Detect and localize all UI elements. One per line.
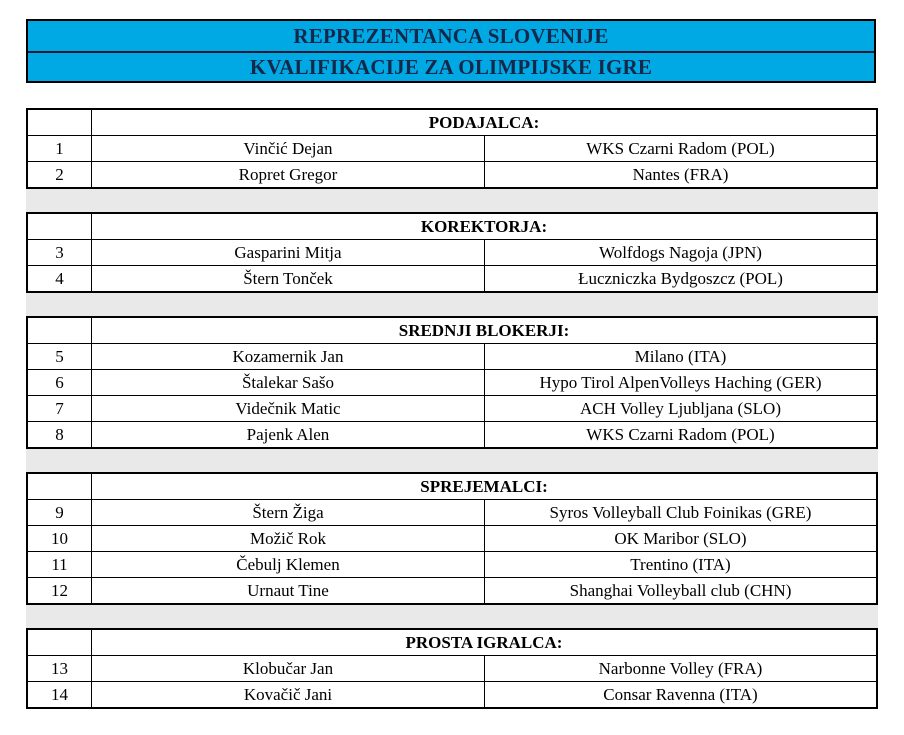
section-srednji-blokerji <box>26 316 878 449</box>
player-club: Consar Ravenna (ITA) <box>603 684 758 704</box>
table-row <box>28 421 876 447</box>
section-title: KOREKTORJA: <box>420 216 548 236</box>
player-number: 9 <box>28 500 92 525</box>
player-number: 14 <box>28 682 92 707</box>
section-podajalca <box>26 108 878 189</box>
player-club: Narbonne Volley (FRA) <box>598 658 763 678</box>
section-title: PODAJALCA: <box>428 112 540 132</box>
section-header-row <box>28 214 876 239</box>
table-row <box>28 135 876 161</box>
player-name: Ropret Gregor <box>92 162 485 187</box>
section-header-row <box>28 318 876 343</box>
player-club: Trentino (ITA) <box>630 554 731 574</box>
section-header-row <box>28 110 876 135</box>
section-header-row <box>28 474 876 499</box>
table-row <box>28 239 876 265</box>
player-club: Łuczniczka Bydgoszcz (POL) <box>578 268 783 288</box>
table-row <box>28 265 876 291</box>
player-name: Kozamernik Jan <box>92 344 485 369</box>
table-row <box>28 681 876 707</box>
table-row <box>28 161 876 187</box>
player-name: Štern Tonček <box>92 266 485 291</box>
section-title: SREDNJI BLOKERJI: <box>398 320 570 340</box>
player-club: Milano (ITA) <box>634 346 727 366</box>
player-club: WKS Czarni Radom (POL) <box>586 138 775 158</box>
table-row <box>28 499 876 525</box>
section-header-empty-cell <box>28 110 92 135</box>
section-sprejemalci <box>26 472 878 605</box>
player-club: Shanghai Volleyball club (CHN) <box>569 580 792 600</box>
title-block <box>26 19 876 83</box>
player-name: Možič Rok <box>92 526 485 551</box>
player-club: ACH Volley Ljubljana (SLO) <box>580 398 781 418</box>
table-row <box>28 395 876 421</box>
section-header-empty-cell <box>28 630 92 655</box>
section-prosta-igralca <box>26 628 878 709</box>
section-header-empty-cell <box>28 474 92 499</box>
player-number: 4 <box>28 266 92 291</box>
player-number: 12 <box>28 578 92 603</box>
player-name: Vinčić Dejan <box>92 136 485 161</box>
player-club: Nantes (FRA) <box>632 164 729 184</box>
player-name: Gasparini Mitja <box>92 240 485 265</box>
player-number: 8 <box>28 422 92 447</box>
player-number: 10 <box>28 526 92 551</box>
section-spacer <box>26 605 878 628</box>
player-number: 3 <box>28 240 92 265</box>
player-club: WKS Czarni Radom (POL) <box>586 424 775 444</box>
section-spacer <box>26 189 878 212</box>
section-spacer <box>26 293 878 316</box>
player-number: 6 <box>28 370 92 395</box>
table-row <box>28 577 876 603</box>
section-title: PROSTA IGRALCA: <box>405 632 563 652</box>
section-header-empty-cell <box>28 214 92 239</box>
player-name: Pajenk Alen <box>92 422 485 447</box>
section-spacer <box>26 449 878 472</box>
table-row <box>28 369 876 395</box>
section-title: SPREJEMALCI: <box>420 476 548 496</box>
player-name: Klobučar Jan <box>92 656 485 681</box>
player-club: Syros Volleyball Club Foinikas (GRE) <box>549 502 812 522</box>
page-subtitle: KVALIFIKACIJE ZA OLIMPIJSKE IGRE <box>28 51 874 81</box>
player-name: Kovačič Jani <box>92 682 485 707</box>
roster-table <box>26 108 878 709</box>
player-number: 1 <box>28 136 92 161</box>
player-name: Štalekar Sašo <box>92 370 485 395</box>
section-header-empty-cell <box>28 318 92 343</box>
player-name: Videčnik Matic <box>92 396 485 421</box>
table-row <box>28 655 876 681</box>
table-row <box>28 525 876 551</box>
page-title: REPREZENTANCA SLOVENIJE <box>293 23 609 48</box>
section-korektorja <box>26 212 878 293</box>
player-club: Hypo Tirol AlpenVolleys Haching (GER) <box>539 372 822 392</box>
player-name: Štern Žiga <box>92 500 485 525</box>
section-header-row <box>28 630 876 655</box>
table-row <box>28 551 876 577</box>
player-name: Čebulj Klemen <box>92 552 485 577</box>
player-number: 11 <box>28 552 92 577</box>
table-row <box>28 343 876 369</box>
player-number: 5 <box>28 344 92 369</box>
player-number: 13 <box>28 656 92 681</box>
player-name: Urnaut Tine <box>92 578 485 603</box>
player-number: 2 <box>28 162 92 187</box>
player-club: Wolfdogs Nagoja (JPN) <box>599 242 762 262</box>
player-club: OK Maribor (SLO) <box>614 528 747 548</box>
player-number: 7 <box>28 396 92 421</box>
